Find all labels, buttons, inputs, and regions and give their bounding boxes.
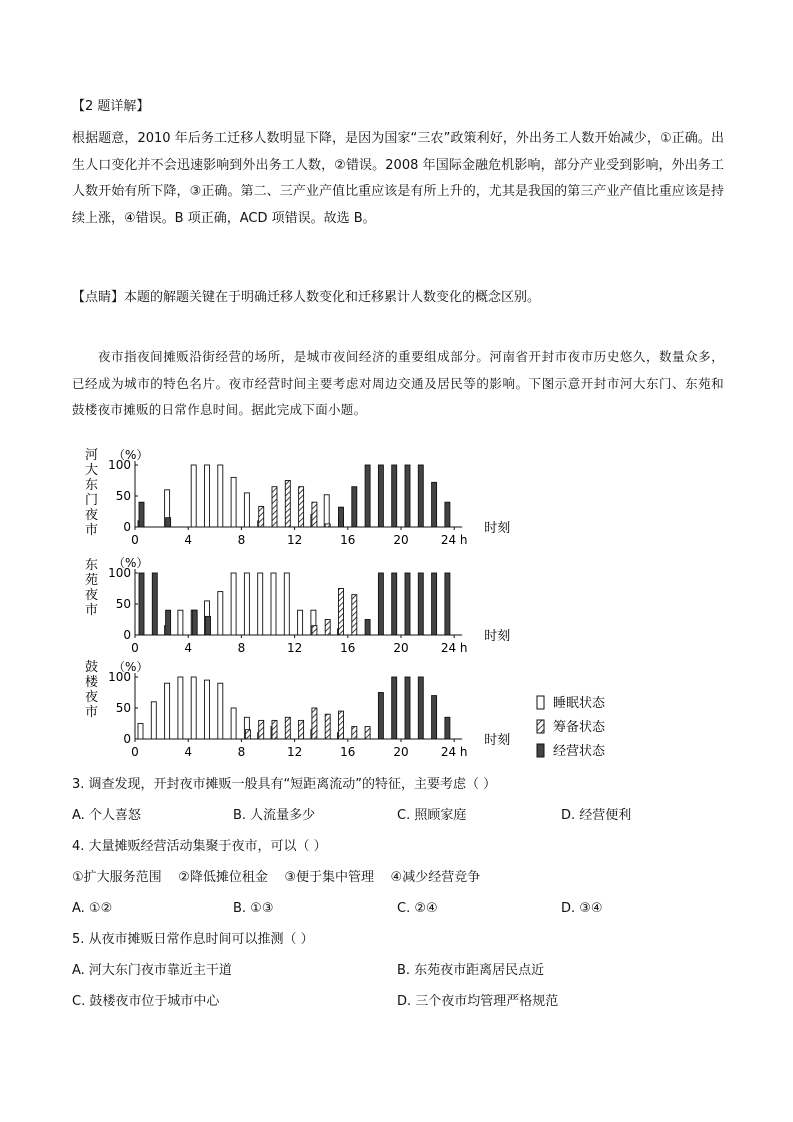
bar bbox=[378, 465, 383, 527]
bar bbox=[231, 477, 236, 527]
legend-swatch bbox=[537, 696, 544, 709]
q5-option-a[interactable]: A. 河大东门夜市靠近主干道 bbox=[72, 963, 232, 978]
bar bbox=[325, 714, 330, 739]
bar bbox=[285, 717, 290, 739]
q3-option-a[interactable]: A. 个人喜怒 bbox=[72, 808, 141, 823]
y-tick-label: 50 bbox=[115, 489, 131, 503]
bar bbox=[192, 610, 197, 635]
bar bbox=[418, 677, 423, 739]
bar bbox=[284, 573, 289, 635]
x-tick-label: 0 bbox=[131, 533, 139, 547]
bar bbox=[312, 626, 317, 635]
bar bbox=[392, 465, 397, 527]
question-3-stem: 3. 调查发现，开封夜市摊贩一般具有“短距离流动”的特征，主要考虑（ ） bbox=[72, 777, 497, 792]
x-tick-label: 8 bbox=[237, 745, 246, 759]
bar bbox=[191, 465, 196, 527]
q5-option-c[interactable]: C. 鼓楼夜市位于城市中心 bbox=[72, 994, 220, 1009]
bar bbox=[151, 702, 156, 739]
bar bbox=[205, 465, 210, 527]
bar bbox=[231, 708, 236, 739]
legend-swatch bbox=[537, 720, 544, 733]
bar bbox=[378, 693, 383, 740]
q4-option-d[interactable]: D. ③④ bbox=[561, 901, 603, 916]
bar bbox=[244, 493, 249, 527]
bar bbox=[445, 502, 450, 527]
y-tick-label: 100 bbox=[108, 566, 131, 580]
bar bbox=[258, 573, 263, 635]
bar bbox=[405, 465, 410, 527]
y-tick-label: 0 bbox=[123, 732, 131, 746]
bar bbox=[272, 487, 277, 527]
x-tick-label: 0 bbox=[131, 641, 139, 655]
key-point: 【点睛】本题的解题关键在于明确迁移人数变化和迁移累计人数变化的概念区别。 bbox=[72, 290, 541, 305]
x-tick-label: 12 bbox=[286, 533, 303, 547]
bar bbox=[352, 487, 357, 527]
bar bbox=[352, 595, 357, 635]
night-market-charts bbox=[60, 438, 660, 773]
bar bbox=[178, 677, 183, 739]
x-tick-label: 24 h bbox=[440, 745, 468, 759]
bar bbox=[139, 502, 144, 527]
x-tick-label: 20 bbox=[393, 641, 409, 655]
bar bbox=[231, 573, 236, 635]
bar bbox=[218, 465, 223, 527]
bar bbox=[218, 592, 223, 635]
bar bbox=[218, 683, 223, 739]
q3-option-c[interactable]: C. 照顾家庭 bbox=[397, 808, 467, 823]
bar bbox=[405, 677, 410, 739]
bar bbox=[245, 730, 250, 739]
bar bbox=[299, 720, 304, 739]
bar bbox=[432, 482, 437, 527]
chart-title: 鼓楼夜市 bbox=[85, 660, 99, 720]
x-tick-label: 4 bbox=[184, 745, 193, 759]
bar bbox=[392, 677, 397, 739]
bar bbox=[139, 573, 144, 635]
x-tick-label: 4 bbox=[184, 533, 193, 547]
bar bbox=[259, 507, 264, 527]
bar bbox=[432, 696, 437, 739]
bar bbox=[165, 683, 170, 739]
y-tick-label: 100 bbox=[108, 670, 131, 684]
section-title: 【2 题详解】 bbox=[72, 99, 150, 114]
chart-panel bbox=[85, 448, 510, 547]
q4-option-a[interactable]: A. ①② bbox=[72, 901, 113, 916]
bar bbox=[299, 487, 304, 527]
bar bbox=[271, 573, 276, 635]
bar bbox=[166, 518, 171, 527]
y-tick-label: 50 bbox=[115, 597, 131, 611]
bar bbox=[339, 711, 344, 739]
x-axis-label: 时刻 bbox=[484, 521, 511, 536]
bar bbox=[445, 717, 450, 739]
x-axis-label: 时刻 bbox=[484, 629, 511, 644]
x-axis-label: 时刻 bbox=[484, 733, 511, 748]
bar bbox=[205, 680, 210, 739]
chart-title: 河大东门夜市 bbox=[85, 448, 99, 538]
x-tick-label: 16 bbox=[340, 533, 356, 547]
chart-panel bbox=[85, 556, 510, 655]
bar bbox=[312, 502, 317, 527]
y-tick-label: 0 bbox=[123, 628, 131, 642]
bar bbox=[166, 610, 171, 635]
question-5-stem: 5. 从夜市摊贩日常作息时间可以推测（ ） bbox=[72, 932, 314, 947]
bar bbox=[324, 495, 329, 527]
bar bbox=[365, 727, 370, 739]
bar bbox=[272, 720, 277, 739]
q3-option-d[interactable]: D. 经营便利 bbox=[561, 808, 632, 823]
bar bbox=[206, 616, 211, 635]
chart-title: 东苑夜市 bbox=[85, 558, 99, 618]
bar bbox=[298, 610, 303, 635]
q4-option-b[interactable]: B. ①③ bbox=[233, 901, 274, 916]
bar bbox=[152, 573, 157, 635]
chart-panel bbox=[85, 659, 510, 759]
bar bbox=[244, 573, 249, 635]
bar bbox=[365, 620, 370, 636]
x-tick-label: 4 bbox=[184, 641, 193, 655]
q4-option-c[interactable]: C. ②④ bbox=[397, 901, 438, 916]
bar bbox=[259, 720, 264, 739]
bar bbox=[405, 573, 410, 635]
x-tick-label: 20 bbox=[393, 745, 409, 759]
x-tick-label: 8 bbox=[237, 641, 246, 655]
bar bbox=[378, 573, 383, 635]
bar bbox=[339, 507, 344, 527]
x-tick-label: 20 bbox=[393, 533, 409, 547]
y-tick-label: 0 bbox=[123, 520, 131, 534]
q5-option-d[interactable]: D. 三个夜市均管理严格规范 bbox=[397, 994, 559, 1009]
bar bbox=[418, 465, 423, 527]
bar bbox=[352, 727, 357, 739]
analysis-paragraph: 根据题意，2010 年后务工迁移人数明显下降，是因为国家“三农”政策利好，外出务工人数开始减少，①正确。出生人口变化并不会迅速影响到外出务工人数，②错误。2008 年国际金融危机影响，部分产业受到影响，外出务工人数开始有所下降，③正确。第二、三产业产值比重应该是有所上升的，尤其是我国的第三产业产值比重应该是持续上涨，④错误。B 项正确，ACD 项错误。故选 B。 bbox=[72, 131, 724, 226]
x-tick-label: 12 bbox=[286, 745, 303, 759]
bar bbox=[285, 481, 290, 528]
bar bbox=[432, 573, 437, 635]
legend-label: 经营状态 bbox=[553, 744, 606, 759]
q5-option-b[interactable]: B. 东苑夜市距离居民点近 bbox=[397, 963, 545, 978]
y-tick-label: 50 bbox=[115, 701, 131, 715]
bar bbox=[418, 573, 423, 635]
question-4-statements: ①扩大服务范围 ②降低摊位租金 ③便于集中管理 ④减少经营竞争 bbox=[72, 870, 481, 885]
x-tick-label: 24 h bbox=[440, 641, 468, 655]
bar bbox=[138, 724, 143, 740]
bar bbox=[325, 620, 330, 636]
legend-swatch bbox=[537, 744, 544, 757]
y-axis-label: （%） bbox=[113, 556, 149, 570]
bar bbox=[392, 573, 397, 635]
legend-label: 睡眠状态 bbox=[553, 696, 606, 711]
bar bbox=[445, 573, 450, 635]
y-tick-label: 100 bbox=[108, 458, 131, 472]
bar bbox=[312, 708, 317, 739]
bar bbox=[191, 677, 196, 739]
x-tick-label: 16 bbox=[340, 641, 356, 655]
y-axis-label: （%） bbox=[113, 448, 149, 462]
x-tick-label: 8 bbox=[237, 533, 246, 547]
x-tick-label: 0 bbox=[131, 745, 139, 759]
q3-option-b[interactable]: B. 人流量多少 bbox=[233, 808, 316, 823]
bar bbox=[339, 589, 344, 636]
bar bbox=[365, 465, 370, 527]
question-4-stem: 4. 大量摊贩经营活动集聚于夜市，可以（ ） bbox=[72, 839, 327, 854]
legend-label: 筹备状态 bbox=[553, 720, 606, 735]
x-tick-label: 24 h bbox=[440, 533, 468, 547]
x-tick-label: 16 bbox=[340, 745, 356, 759]
bar bbox=[178, 610, 183, 635]
y-axis-label: （%） bbox=[113, 660, 149, 674]
intro-paragraph: 夜市指夜间摊贩沿街经营的场所，是城市夜间经济的重要组成部分。河南省开封市夜市历史悠久，数量众多，已经成为城市的特色名片。夜市经营时间主要考虑对周边交通及居民等的影响。下图示意开封市河大东门、东苑和鼓楼夜市摊贩的日常作息时间。据此完成下面小题。 bbox=[72, 349, 724, 417]
x-tick-label: 12 bbox=[286, 641, 303, 655]
bar bbox=[325, 524, 330, 527]
